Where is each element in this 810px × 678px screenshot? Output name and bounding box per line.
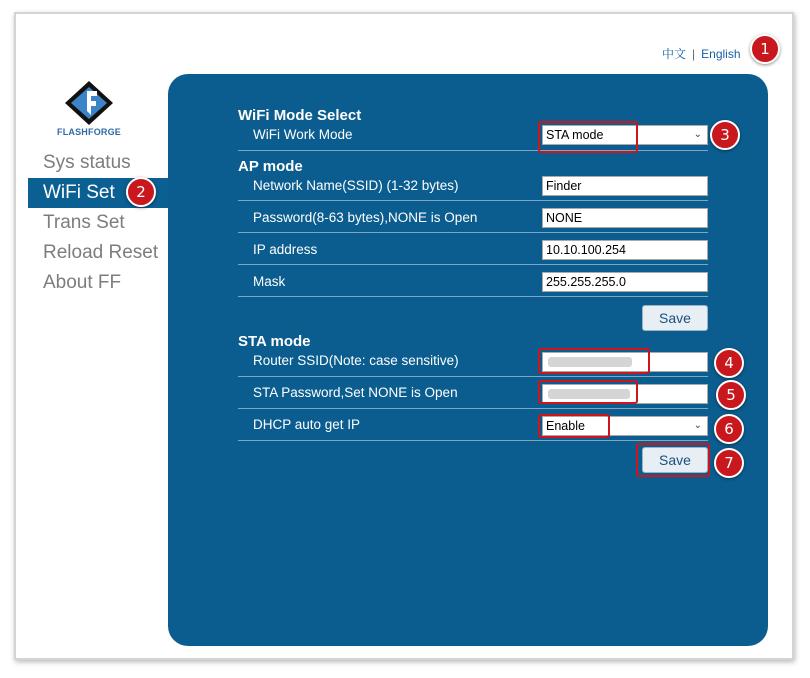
wifi-work-mode-value: STA mode xyxy=(546,128,604,142)
ap-save-button[interactable]: Save xyxy=(642,305,708,331)
callout-badge-7: 7 xyxy=(714,448,744,478)
ap-ip-input[interactable]: 10.10.100.254 xyxy=(542,240,708,260)
callout-badge-1: 1 xyxy=(750,34,780,64)
sta-save-button[interactable]: Save xyxy=(642,447,708,473)
nav-item-reload-reset[interactable]: Reload Reset xyxy=(43,242,159,263)
nav-item-about-ff[interactable]: About FF xyxy=(43,272,122,293)
ap-ssid-label: Network Name(SSID) (1-32 bytes) xyxy=(253,178,459,193)
ap-ip-label: IP address xyxy=(253,242,318,257)
ap-mask-input[interactable]: 255.255.255.0 xyxy=(542,272,708,292)
redacted-ssid xyxy=(548,357,632,367)
callout-badge-5: 5 xyxy=(716,380,746,410)
sidebar-nav xyxy=(28,148,168,298)
language-switcher xyxy=(662,45,741,62)
wifi-work-mode-label: WiFi Work Mode xyxy=(253,127,353,142)
language-chinese-link[interactable]: 中文 xyxy=(662,47,687,61)
sta-ssid-label: Router SSID(Note: case sensitive) xyxy=(253,353,459,368)
sta-password-label: STA Password,Set NONE is Open xyxy=(253,385,458,400)
ap-ssid-input[interactable]: Finder xyxy=(542,176,708,196)
dhcp-label: DHCP auto get IP xyxy=(253,417,361,432)
chevron-down-icon: ⌄ xyxy=(693,420,702,431)
callout-badge-4: 4 xyxy=(714,348,744,378)
sta-password-input[interactable] xyxy=(542,384,708,404)
ap-mask-label: Mask xyxy=(253,274,286,289)
callout-badge-2: 2 xyxy=(126,177,156,207)
ap-mode-section-title: AP mode xyxy=(238,158,303,175)
callout-badge-3: 3 xyxy=(710,120,740,150)
wifi-mode-section-title: WiFi Mode Select xyxy=(238,107,362,124)
nav-item-wifi-set[interactable]: WiFi Set xyxy=(28,178,168,208)
nav-item-sys-status[interactable]: Sys status xyxy=(43,152,131,173)
ap-password-label: Password(8-63 bytes),NONE is Open xyxy=(253,210,478,225)
logo-text: FLASHFORGE xyxy=(57,127,121,137)
chevron-down-icon: ⌄ xyxy=(693,129,702,140)
sta-ssid-input[interactable] xyxy=(542,352,708,372)
dhcp-select[interactable] xyxy=(542,416,708,436)
wifi-work-mode-select[interactable] xyxy=(542,125,708,145)
nav-item-trans-set[interactable]: Trans Set xyxy=(43,212,125,233)
flashforge-logo-icon xyxy=(64,80,114,126)
flashforge-logo xyxy=(56,80,122,137)
redacted-password xyxy=(548,389,630,399)
sta-mode-section-title: STA mode xyxy=(238,333,311,350)
language-separator: | xyxy=(692,47,696,61)
ap-password-input[interactable]: NONE xyxy=(542,208,708,228)
callout-badge-6: 6 xyxy=(714,414,744,444)
dhcp-value: Enable xyxy=(546,419,585,433)
language-english-link[interactable]: English xyxy=(701,47,741,61)
